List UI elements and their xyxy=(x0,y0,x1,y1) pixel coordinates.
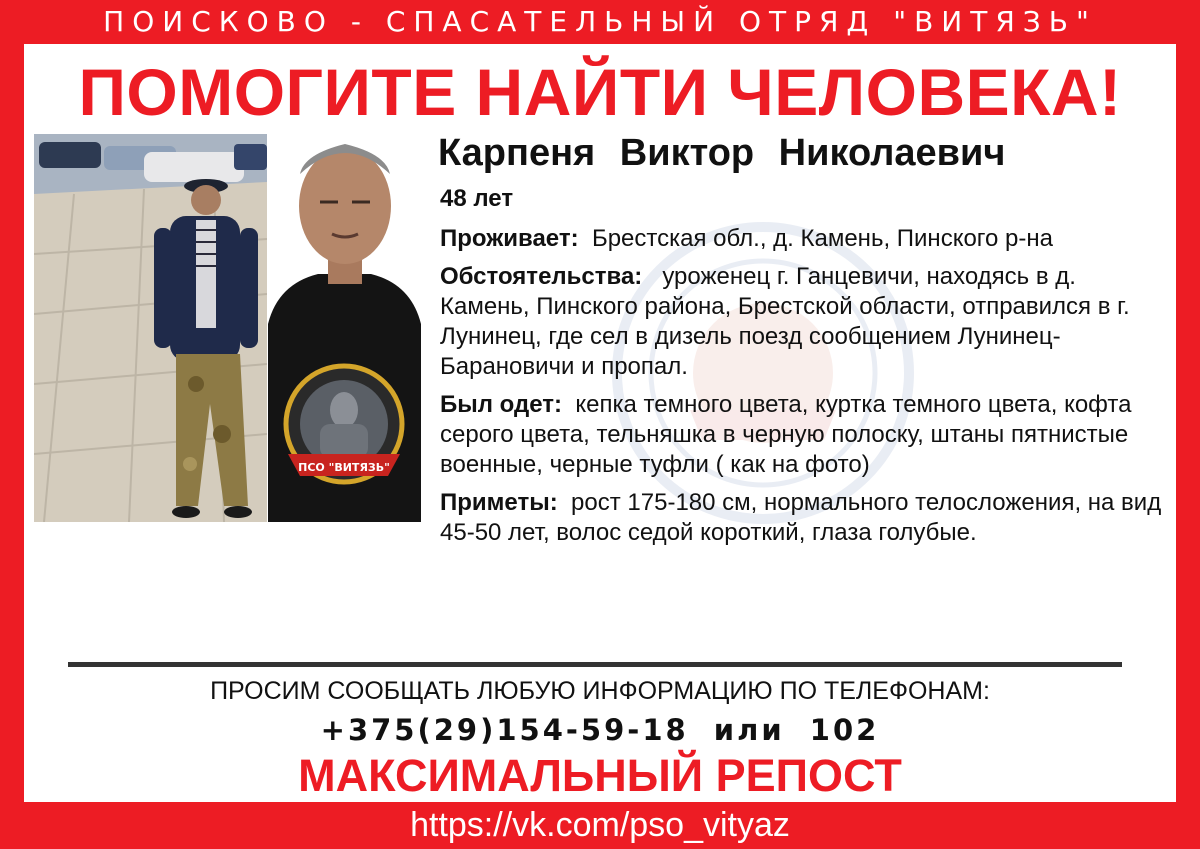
person-age: 48 лет xyxy=(440,185,514,212)
poster-card xyxy=(24,44,1176,802)
clothing-value: кепка темного цвета, куртка темного цвета, кофта серого цвета, тельняшка в черную полоску, штаны пятнистые военные, черные туфли ( как на фото) xyxy=(440,391,1132,478)
divider xyxy=(68,662,1122,667)
residence-row xyxy=(440,224,1170,254)
clothing-row xyxy=(440,390,1170,480)
circumstances-value: уроженец г. Ганцевичи, находясь в д. Камень, Пинского района, Брестской области, отправился в г. Лунинец, где сел в дизель поезд сообщением Лунинец-Барановичи и пропал. xyxy=(440,263,1130,380)
repost-callout: МАКСИМАЛЬНЫЙ РЕПОСТ xyxy=(298,750,902,801)
person-street-photo xyxy=(34,134,267,522)
circumstances-label: Обстоятельства: xyxy=(440,263,643,290)
logo-banner-text: ПСО "ВИТЯЗЬ" xyxy=(298,461,390,474)
phone-number[interactable]: +375(29)154-59-18 xyxy=(320,713,689,747)
clothing-label: Был одет: xyxy=(440,391,563,418)
features-row xyxy=(440,488,1170,548)
pso-vityaz-logo xyxy=(286,366,402,482)
residence-label: Проживает: xyxy=(440,225,579,252)
organization-title: ПОИСКОВО - СПАСАТЕЛЬНЫЙ ОТРЯД "ВИТЯЗЬ" xyxy=(103,5,1097,38)
person-portrait-photo xyxy=(268,134,421,522)
poster-headline: ПОМОГИТЕ НАЙТИ ЧЕЛОВЕКА! xyxy=(78,55,1122,129)
residence-value: Брестская обл., д. Камень, Пинского р-на xyxy=(591,225,1053,252)
person-name: Карпеня Виктор Николаевич xyxy=(438,132,1006,174)
contact-request: ПРОСИМ СООБЩАТЬ ЛЮБУЮ ИНФОРМАЦИЮ ПО ТЕЛЕФОНАМ: xyxy=(210,677,990,705)
phone-line xyxy=(24,710,1176,750)
features-label: Приметы: xyxy=(440,489,558,516)
person-details xyxy=(440,184,1170,556)
circumstances-row xyxy=(440,262,1170,382)
vk-link[interactable]: https://vk.com/pso_vityaz xyxy=(410,806,790,844)
emergency-number[interactable]: 102 xyxy=(809,713,880,747)
features-value: рост 175-180 см, нормального телосложения, на вид 45-50 лет, волос седой короткий, глаза голубые. xyxy=(440,489,1162,546)
phone-or: или xyxy=(713,713,785,747)
